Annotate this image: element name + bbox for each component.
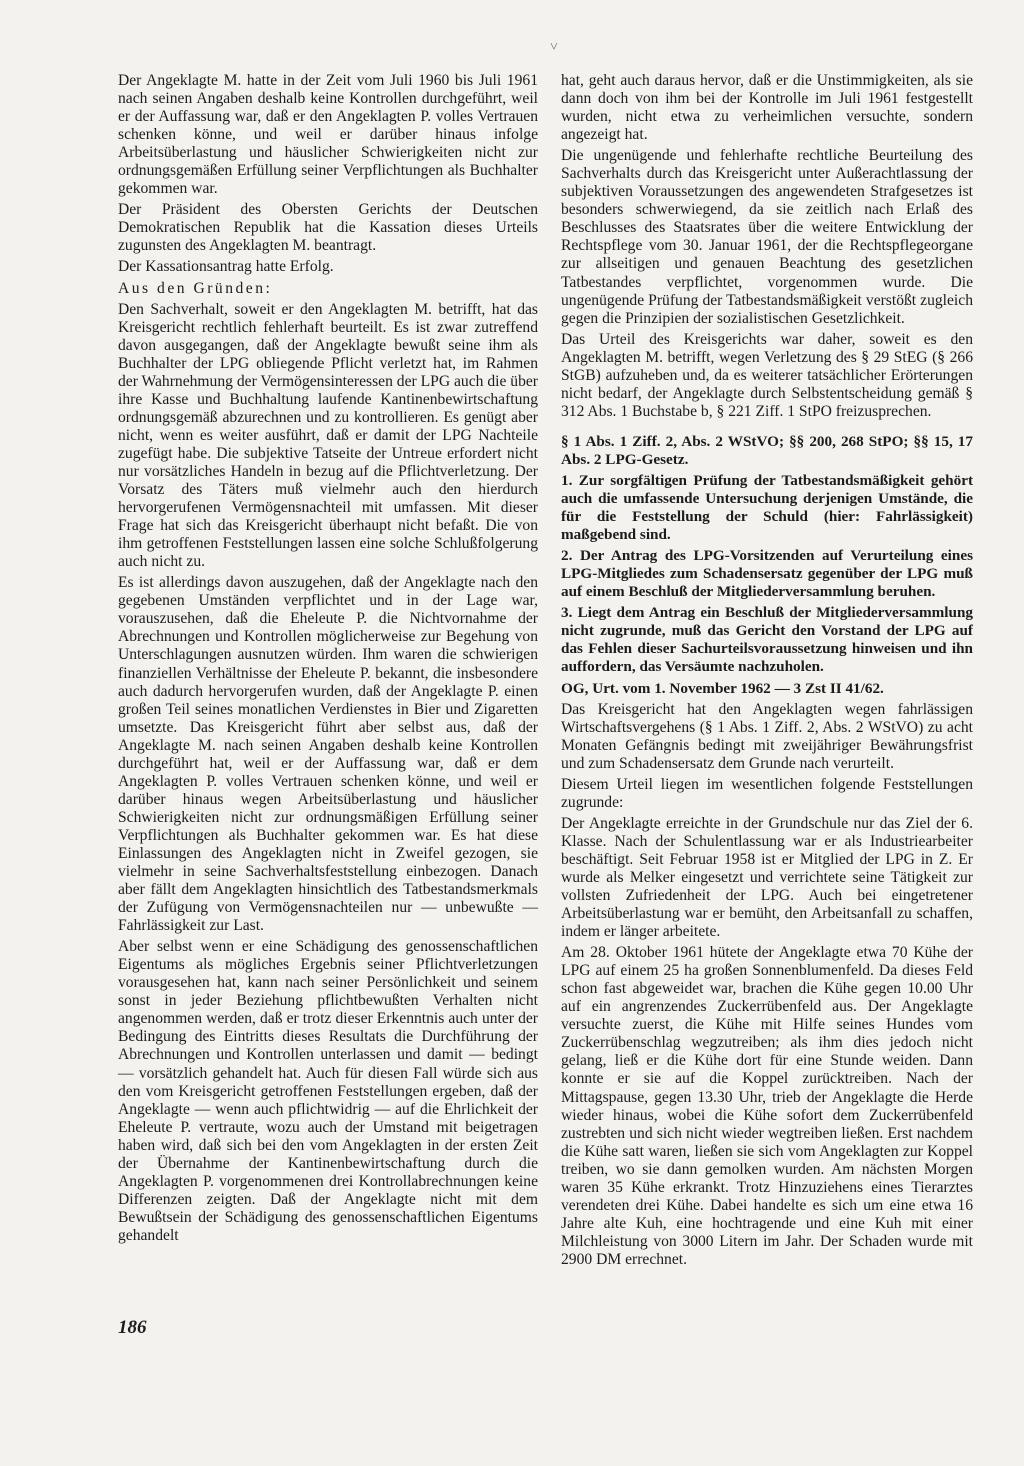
paragraph: Den Sachverhalt, soweit er den Angeklagten M. betrifft, hat das Kreisgericht rechtlich fehlerhaft beurteilt. Es ist zwar zutreffend davon ausgegangen, daß der Angeklagte bewußt seine ihm als Buchhalter der LPG obliegende Pflicht verletzt hat, im Rahmen der Wahrnehmung der Vermögensinteressen der LPG auch die über ihre Kasse und Buchhaltung laufende Kantinenbewirtschaftung ordnungsgemäß abzurechnen und zu kontrollieren. Es genügt aber nicht, wenn es weiter ausführt, daß er damit der LPG Nachteile zugefügt habe. Die subjektive Tatseite der Untreue erfordert nicht nur vorsätzliches Handeln in bezug auf die Pflichtverletzung. Der Vorsatz des Täters muß vielmehr auch den hierdurch hervorgerufenen Vermögensnachteil mit umfassen. Mit dieser Frage hat sich das Kreisgericht überhaupt nicht befaßt. Die von ihm getroffenen Feststellungen lassen eine solche Schlußfolgerung auch nicht zu. xyxy=(118,300,538,571)
paragraph: Es ist allerdings davon auszugehen, daß der Angeklagte nach den gegebenen Umständen verpflichtet und in der Lage war, vorauszusehen, daß die Eheleute P. die Nichtvornahme der Abrechnungen und Kontrollen möglicherweise zur Begehung von Unterschlagungen ausnutzen würden. Ihm waren die schwierigen finanziellen Verhältnisse der Eheleute P. bekannt, die insbesondere auch dadurch hervorgerufen wurden, daß der Angeklagte P. einen großen Teil seines monatlichen Verdienstes in Bier und Zigaretten umsetzte. Das Kreisgericht führt aber selbst aus, daß der Angeklagte M. nach seinen Angaben deshalb keine Kontrollen durchgeführt hat, weil er der Auffassung war, daß er dem Angeklagten P. volles Vertrauen schenken könne, und weil er darüber hinaus wegen Arbeitsüberlastung und häuslicher Schwierigkeiten nicht zur ordnungsmäßigen Erfüllung seiner Verpflichtungen als Buchhalter gekommen war. Es hat diese Einlassungen des Angeklagten nicht in Zweifel gezogen, sie vielmehr in seine Sachverhaltsfeststellung einbezogen. Danach aber fällt dem Angeklagten hinsichtlich des Tatbestandsmerkmals der Zufügung von Vermögensnachteilen nur — unbewußte — Fahrlässigkeit zur Last. xyxy=(118,574,538,935)
paragraph: Der Kassationsantrag hatte Erfolg. xyxy=(118,258,334,276)
paragraph: Die ungenügende und fehlerhafte rechtliche Beurteilung des Sachverhalts durch das Kreisgericht unter Außerachtlassung der subjektiven Voraussetzungen des angewendeten Strafgesetzes ist besonders schwerwiegend, da sie zeitlich nach Erlaß des Beschlusses des Staatsrates über die weitere Entwicklung der Rechtspflege vom 30. Januar 1961, der die Rechtspflegeorgane zur allseitigen und genauen Beachtung des gesetzlichen Tatbestandes verpflichtet, vorgenommen wurde. Die ungenügende Prüfung der Tatbestandsmäßigkeit verstößt zugleich gegen die Prinzipien der sozialistischen Gesetzlichkeit. xyxy=(561,147,973,327)
paragraph: Das Urteil des Kreisgerichts war daher, soweit es den Angeklagten M. betrifft, wegen Verletzung des § 29 StEG (§ 266 StGB) aufzuheben und, da es weiterer tatsächlicher Erörterungen nicht bedarf, der Angeklagte durch Selbstentscheidung gemäß § 312 Abs. 1 Buchstabe b, § 221 Ziff. 1 StPO freizusprechen. xyxy=(561,330,973,420)
right-column xyxy=(561,72,973,1272)
paragraph: hat, geht auch daraus hervor, daß er die Unstimmigkeiten, als sie dann doch von ihm bei der Kontrolle im Juli 1961 festgestellt wurden, nicht etwa zu verheimlichen versuchte, sondern angezeigt hat. xyxy=(561,72,973,144)
decision-citation: OG, Urt. vom 1. November 1962 — 3 Zst II 41/62. xyxy=(561,679,884,697)
section-heading: Aus den Gründen: xyxy=(118,279,273,297)
left-column xyxy=(118,72,538,1248)
legal-norms-heading: § 1 Abs. 1 Ziff. 2, Abs. 2 WStVO; §§ 200, 268 StPO; §§ 15, 17 Abs. 2 LPG-Gesetz. xyxy=(561,432,973,468)
paragraph: Diesem Urteil liegen im wesentlichen folgende Feststellungen zugrunde: xyxy=(561,775,973,811)
scan-mark: ˅ xyxy=(550,40,558,55)
paragraph: Aber selbst wenn er eine Schädigung des genossenschaftlichen Eigentums als mögliches Ergebnis seiner Pflichtverletzungen vorausgesehen hat, kann nach seiner Persönlichkeit und seinem sonst in jeder Beziehung pflichtbewußten Verhalten nicht angenommen werden, daß er trotz dieser Erkenntnis auch unter der Bedingung des Eintritts dieses Resultats die Durchführung der Abrechnungen und Kontrollen unterlassen und damit — bedingt — vorsätzlich gehandelt hat. Auch für diesen Fall würde sich aus den vom Kreisgericht getroffenen Feststellungen ergeben, daß der Angeklagte — wenn auch pflichtwidrig — auf die Ehrlichkeit der Eheleute P. vertraute, wozu auch der Umstand mit beigetragen haben wird, daß sich bei den vom Angeklagten in der ersten Zeit der Übernahme der Kantinenbewirtschaftung durch die Angeklagten P. vorgenommenen drei Kontrollabrechnungen keine Differenzen zeigten. Daß der Angeklagte nicht mit dem Bewußtsein der Schädigung des genossenschaftlichen Eigentums gehandelt xyxy=(118,938,538,1244)
paragraph: Das Kreisgericht hat den Angeklagten wegen fahrlässigen Wirtschaftsvergehens (§ 1 Abs. 1 Ziff. 2, Abs. 2 WStVO) zu acht Monaten Gefängnis bedingt mit zweijähriger Bewährungsfrist und zum Schadensersatz dem Grunde nach verurteilt. xyxy=(561,700,973,772)
paragraph: Der Präsident des Obersten Gerichts der Deutschen Demokratischen Republik hat die Kassation dieses Urteils zugunsten des Angeklagten M. beantragt. xyxy=(118,201,538,255)
headnote: 2. Der Antrag des LPG-Vorsitzenden auf Verurteilung eines LPG-Mitgliedes zum Schadensersatz gegenüber der LPG muß auf einem Beschluß der Mitgliederversammlung beruhen. xyxy=(561,547,973,601)
paragraph: Der Angeklagte M. hatte in der Zeit vom Juli 1960 bis Juli 1961 nach seinen Angaben deshalb keine Kontrollen durchgeführt, weil er der Auffassung war, daß er den Angeklagten P. volles Vertrauen schenken könne, und weil er darüber hinaus infolge Arbeitsüberlastung und häuslicher Schwierigkeiten nicht zur ordnungsgemäßen Erfüllung seiner Verpflichtungen als Buchhalter gekommen war. xyxy=(118,72,538,198)
paragraph: Am 28. Oktober 1961 hütete der Angeklagte etwa 70 Kühe der LPG auf einem 25 ha großen Sonnenblumenfeld. Da dieses Feld schon fast abgeweidet war, brachen die Kühe gegen 10.00 Uhr auf ein angrenzendes Zuckerrübenfeld aus. Der Angeklagte versuchte zuerst, die Kühe mit Hilfe seines Hundes vom Zuckerrübenschlag wegzutreiben; als ihm dies jedoch nicht gelang, ließ er die Kühe dort für eine Stunde weiden. Dann konnte er sie auf die Koppel zurücktreiben. Nach der Mittagspause, gegen 13.30 Uhr, trieb der Angeklagte die Herde wieder hinaus, wobei die Kühe sofort dem Zuckerrübenfeld zustrebten und sich nicht wieder wegtreiben ließen. Erst nachdem die Kühe satt waren, ließen sie sich vom Angeklagten zur Koppel treiben, wo sie dann gemolken wurden. Am nächsten Morgen waren 35 Kühe erkrankt. Trotz Hinzuziehens eines Tierarztes verendeten drei Kühe. Dabei handelte es sich um eine etwa 16 Jahre alte Kuh, eine hochtragende und eine Kuh mit einer Milchleistung von 3000 Litern im Jahr. Der Schaden wurde mit 2900 DM errechnet. xyxy=(561,944,973,1268)
page-number: 186 xyxy=(118,1317,147,1338)
headnote: 3. Liegt dem Antrag ein Beschluß der Mitgliederversammlung nicht zugrunde, muß das Gericht den Vorstand der LPG auf das Fehlen dieser Sachurteilsvoraussetzung hinweisen und ihn auffordern, das Versäumte nachzuholen. xyxy=(561,604,973,676)
headnote: 1. Zur sorgfältigen Prüfung der Tatbestandsmäßigkeit gehört auch die umfassende Untersuchung derjenigen Umstände, die für die Feststellung der Schuld (hier: Fahrlässigkeit) maßgebend sind. xyxy=(561,471,973,544)
paragraph: Der Angeklagte erreichte in der Grundschule nur das Ziel der 6. Klasse. Nach der Schulentlassung war er als Industriearbeiter beschäftigt. Seit Februar 1958 ist er Mitglied der LPG in Z. Er wurde als Melker eingesetzt und verrichtete seine Tätigkeit zur vollsten Zufriedenheit der LPG. Auch bei eingetretener Arbeitsüberlastung war er bemüht, den Arbeitsanfall zu schaffen, indem er länger arbeitete. xyxy=(561,814,973,941)
